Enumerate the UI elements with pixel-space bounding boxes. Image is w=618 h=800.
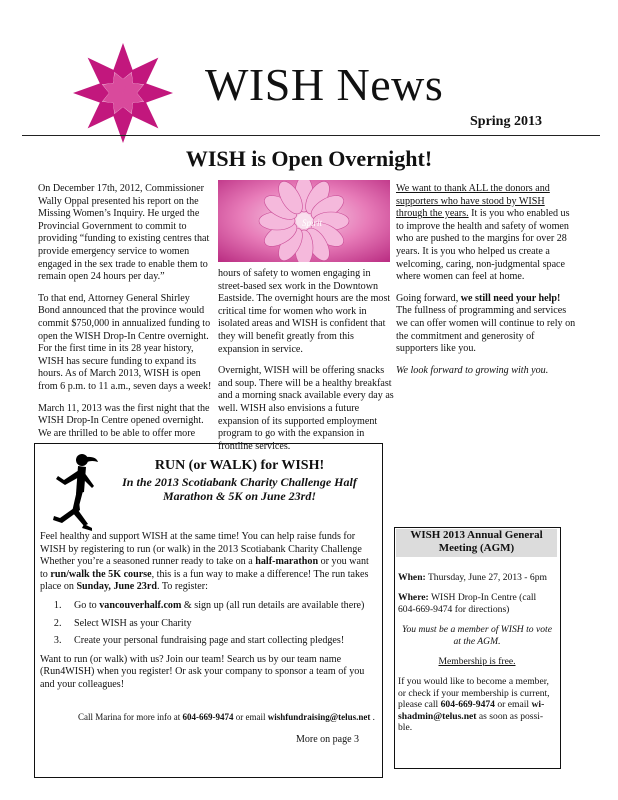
article-column-3: [396, 183, 576, 386]
registration-steps: [40, 600, 370, 648]
more-on-page-3: More on page 3: [296, 734, 360, 745]
article-paragraph: We want to thank ALL the donors and supporters who have stood by WISH through the years. It is you who enabled us to improve the health and safety of women who are pushed to the margins for over 28 years. It is you who helped us create a welcoming, caring, non-judgmental space where women can feel at home.: [396, 183, 570, 283]
wish-logo: [68, 38, 178, 148]
article-column-2: [218, 268, 394, 462]
flower-photo: [218, 180, 390, 262]
article-paragraph: March 11, 2013 was the first night that the WISH Drop-In Centre opened overnight. We are thrilled to be able to offer more: [38, 402, 210, 439]
run-intro: Feel healthy and support WISH at the same time! You can help raise funds for WISH by registering to run (or walk) in the 2013 Scotiabank Charity Challenge Whether you’re a seasoned runner ready to take on a half-marathon or you want to run/walk the 5K course, this is a fun way to make a difference! The run takes place on Sunday, June 23rd. To register:: [40, 531, 369, 593]
fundraising-phone: 604-669-9474: [182, 712, 234, 722]
article-column-1: [38, 183, 214, 449]
flower-caption: Spirit: [302, 218, 323, 228]
agm-free: Membership is free.: [438, 656, 516, 668]
help-emphasis: we still need your help!: [460, 292, 561, 304]
issue-date: Spring 2013: [470, 114, 542, 129]
run-title: RUN (or WALK) for WISH!: [154, 458, 325, 473]
article-paragraph: To that end, Attorney General Shirley Bond announced that the province would commit $750,000 in annualized funding to open the WISH Drop-In Centre overnight. For the first time in its 28 year history, WISH has secure funding to expand its hours. As of March 2013, WISH is open from 6 p.m. to 11 a.m., seven days a week!: [38, 292, 212, 392]
masthead-rule: [22, 135, 600, 136]
headline: WISH is Open Overnight!: [185, 146, 433, 171]
run-subtitle: In the 2013 Scotiabank Charity Challenge Half Marathon & 5K on June 23rd!: [122, 475, 357, 503]
fundraising-email-link[interactable]: wishfundraising@telus.net: [267, 712, 371, 722]
agm-title: WISH 2013 Annual General Meeting (AGM): [396, 529, 557, 557]
run-body: [40, 531, 370, 698]
list-item: 1. Go to vancouverhalf.com & sign up (all run details are available there): [64, 600, 370, 613]
vancouverhalf-link[interactable]: vancouverhalf.com: [99, 599, 182, 611]
article-paragraph: Overnight, WISH will be offering snacks and soup. There will be a healthy breakfast and a morning snack available every day as well. WISH also envisions a future expansion of its supported employment program to go with the expansion in frontline services.: [218, 365, 394, 452]
agm-email-link[interactable]: wi-shadmin@telus.net: [398, 699, 545, 722]
team-invite: Want to run (or walk) with us? Join our team! Search us by our team name (Run4WISH) when you register! Or ask your company to sponsor a team of you and your colleagues!: [40, 653, 365, 690]
thanks-underlined: We want to thank ALL the donors and supporters who have stood by WISH through the years.: [396, 183, 550, 220]
article-paragraph: hours of safety to women engaging in street-based sex work in the Downtown Eastside. The overnight hours are the most critical time for women who work in isolated areas and WISH is confident that they will benefit greatly from this expansion in service.: [218, 268, 391, 355]
article-paragraph: Going forward, we still need your help! The fullness of programming and services we can offer women will continue to rely on the commitment and generosity of supporters like you.: [396, 292, 576, 355]
agm-body: [398, 572, 556, 742]
agm-where: Where: WISH Drop-In Centre (call 604-669-9474 for directions): [398, 592, 537, 615]
agm-member-note: You must be a member of WISH to vote at the AGM.: [402, 624, 552, 647]
article-paragraph: On December 17th, 2012, Commissioner Wally Oppal presented his report on the Missing Women’s Inquiry. He urged the Provincial Government to commit to providing “funding to existing centres that provide emergency service to women engaged in the sex trade to enable them to remain open 24 hours per day.”: [38, 183, 210, 283]
agm-when: When: Thursday, June 27, 2013 - 6pm: [398, 572, 547, 583]
agm-join: If you would like to become a member, or check if your membership is current, please call 604-669-9474 or email wi-shadmin@telus.net as soon as possi-ble.: [398, 676, 550, 734]
list-item: 2. Select WISH as your Charity: [64, 618, 370, 631]
list-item: 3. Create your personal fundraising page and start collecting pledges!: [64, 635, 370, 648]
runner-silhouette: [48, 452, 102, 534]
masthead-title: WISH News: [205, 59, 444, 110]
closing-line: We look forward to growing with you.: [396, 364, 549, 376]
run-contact: Call Marina for more info at 604-669-9474 or email wishfundraising@telus.net .: [78, 712, 375, 722]
